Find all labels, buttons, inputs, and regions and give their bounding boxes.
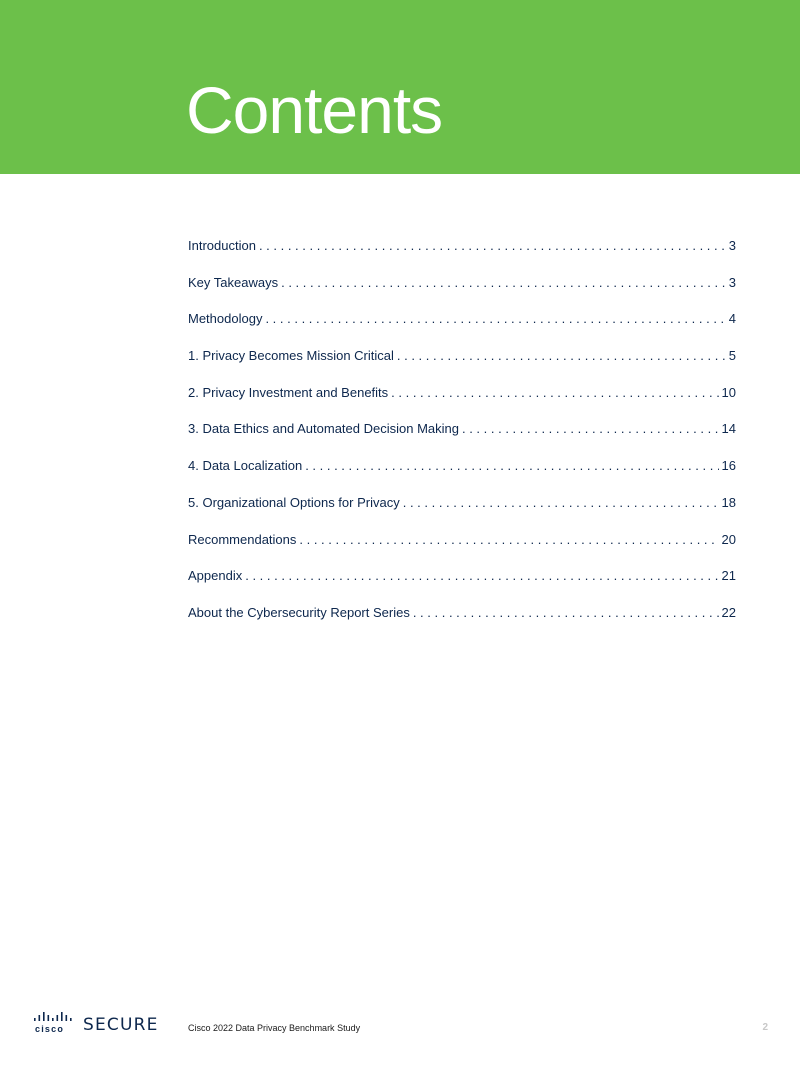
toc-entry-organizational-options[interactable]: [188, 493, 736, 530]
toc-dot-leader: [391, 383, 718, 403]
toc-dot-leader: [265, 309, 725, 329]
toc-entry-label: 3. Data Ethics and Automated Decision Making: [188, 421, 459, 437]
toc-entry-privacy-mission-critical[interactable]: [188, 346, 736, 383]
secure-wordmark: SECURE: [83, 1015, 159, 1035]
toc-entry-label: 1. Privacy Becomes Mission Critical: [188, 348, 394, 364]
toc-dot-leader: [397, 346, 726, 366]
toc-dot-leader: [281, 273, 726, 293]
toc-entry-page: 5: [728, 348, 736, 364]
toc-entry-label: 4. Data Localization: [188, 458, 303, 474]
toc-entry-appendix[interactable]: [188, 566, 736, 603]
toc-entry-label: 2. Privacy Investment and Benefits: [188, 384, 389, 400]
toc-entry-label: Recommendations: [188, 531, 297, 547]
toc-entry-data-localization[interactable]: [188, 456, 736, 493]
toc-entry-label: Methodology: [188, 311, 263, 327]
toc-dot-leader: [299, 530, 718, 550]
toc-dot-leader: [259, 236, 726, 256]
toc-entry-recommendations[interactable]: [188, 530, 736, 567]
toc-entry-privacy-investment[interactable]: [188, 383, 736, 420]
page-title: Contents: [186, 73, 443, 147]
toc-entry-page: 18: [721, 494, 736, 510]
toc-dot-leader: [462, 419, 719, 439]
toc-entry-page: 20: [721, 531, 736, 547]
toc-entry-page: 4: [728, 311, 736, 327]
toc-entry-label: Key Takeaways: [188, 274, 279, 290]
toc-entry-methodology[interactable]: [188, 309, 736, 346]
toc-entry-introduction[interactable]: [188, 236, 736, 273]
cisco-wordmark: cisco: [35, 1024, 65, 1034]
toc-entry-page: 3: [728, 238, 736, 253]
toc-entry-report-series[interactable]: [188, 603, 736, 640]
header-band: [0, 0, 800, 174]
toc-entry-label: Introduction: [188, 238, 256, 253]
toc-dot-leader: [305, 456, 718, 476]
toc-dot-leader: [413, 603, 719, 623]
toc-dot-leader: [245, 566, 718, 586]
toc-entry-page: 3: [728, 274, 736, 290]
toc-entry-key-takeaways[interactable]: [188, 273, 736, 310]
toc-entry-label: About the Cybersecurity Report Series: [188, 604, 410, 620]
cisco-bridge-icon: [34, 1012, 74, 1024]
toc-entry-page: 21: [721, 568, 736, 584]
toc-entry-page: 14: [721, 421, 736, 437]
toc-entry-data-ethics[interactable]: [188, 419, 736, 456]
cisco-secure-logo: [34, 1012, 164, 1038]
toc-entry-page: 10: [721, 384, 736, 400]
footer-page-number: 2: [762, 1022, 768, 1033]
toc-entry-label: Appendix: [188, 568, 243, 584]
table-of-contents: [188, 236, 736, 640]
toc-entry-label: 5. Organizational Options for Privacy: [188, 494, 400, 510]
toc-entry-page: 22: [721, 604, 736, 620]
toc-dot-leader: [403, 493, 719, 513]
footer-study-title: Cisco 2022 Data Privacy Benchmark Study: [188, 1023, 361, 1033]
toc-entry-page: 16: [721, 458, 736, 474]
